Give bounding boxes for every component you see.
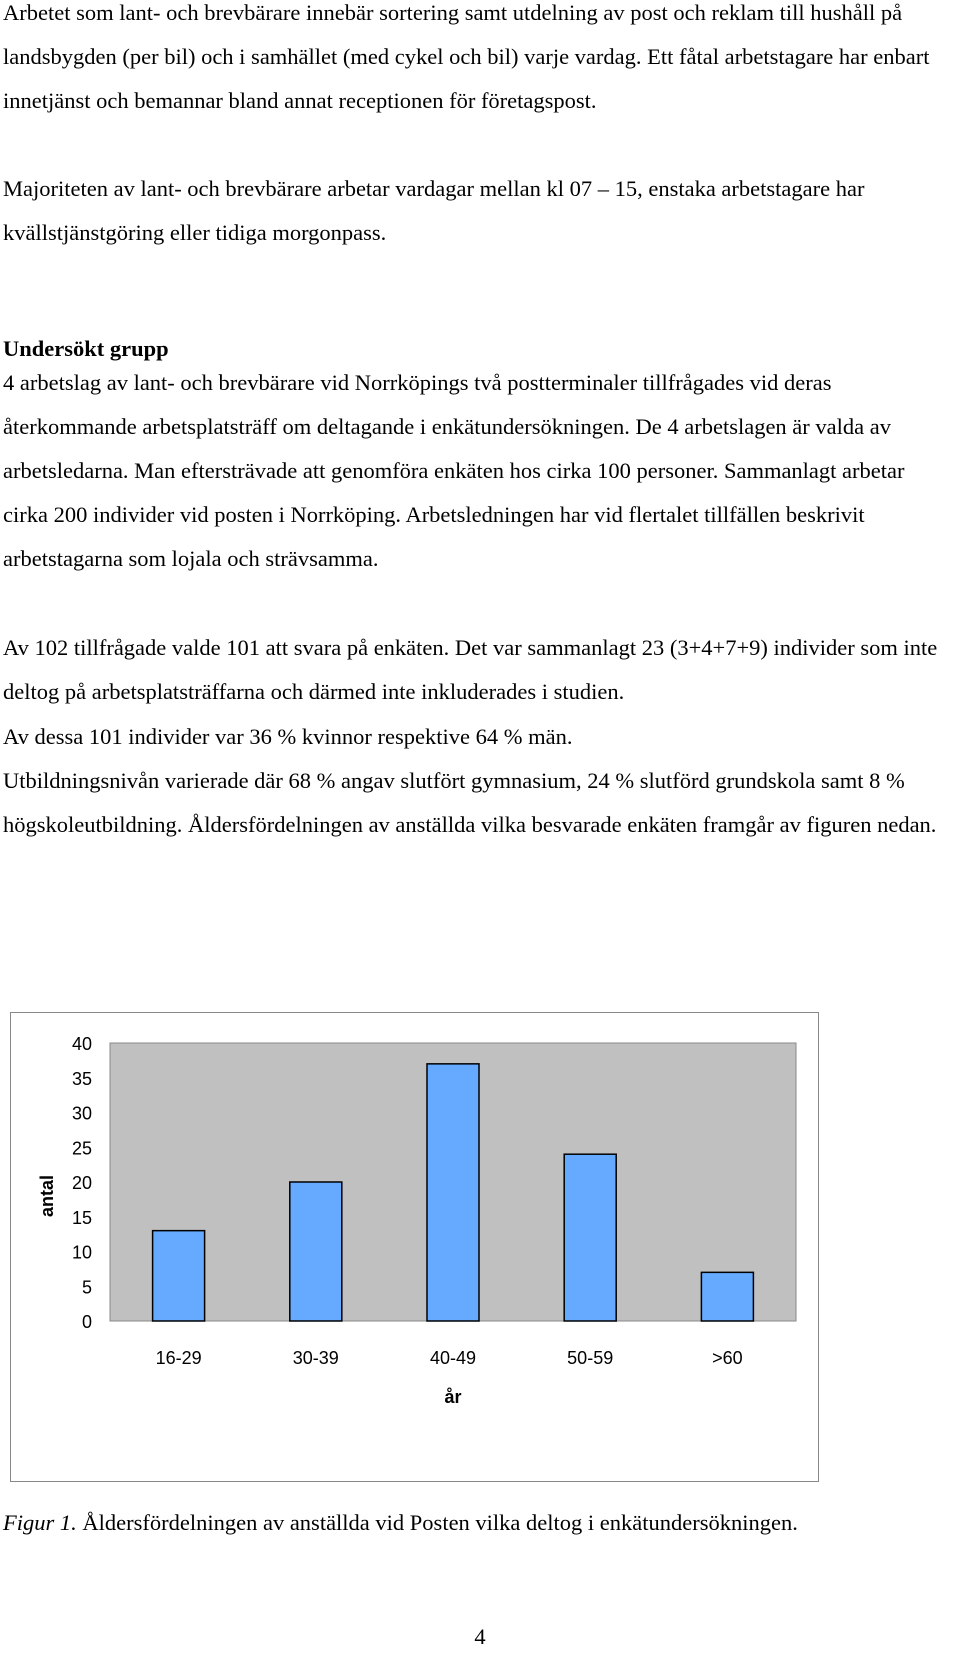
bar-chart-frame <box>10 1012 819 1482</box>
bar <box>290 1182 342 1321</box>
figure-caption-text: Åldersfördelningen av anställda vid Posten vilka deltog i enkätundersökningen. <box>76 1510 798 1535</box>
x-tick-label: 40-49 <box>429 1348 477 1368</box>
y-tick-label: 25 <box>71 1138 92 1159</box>
paragraph-working-hours: Majoriteten av lant- och brevbärare arbetar vardagar mellan kl 07 – 15, enstaka arbetstagare har kvällstjänstgöring eller tidiga morgonpass. <box>3 176 865 245</box>
x-tick-label: 30-39 <box>292 1348 339 1368</box>
y-tick-label: 10 <box>71 1242 92 1263</box>
y-tick-label: 15 <box>71 1207 92 1228</box>
bar <box>701 1272 753 1321</box>
bar <box>564 1154 616 1321</box>
bar-chart <box>11 1013 820 1483</box>
y-tick-label: 30 <box>71 1103 92 1124</box>
section-heading: Undersökt grupp <box>3 336 169 361</box>
page-number: 4 <box>474 1624 486 1649</box>
paragraph-education: Utbildningsnivån varierade där 68 % angav slutfört gymnasium, 24 % slutförd grundskola samt 8 % högskoleutbildning. Åldersfördelningen av anställda vilka besvarade enkäten framgår av figuren nedan. <box>3 768 937 837</box>
y-tick-label: 20 <box>71 1173 92 1193</box>
figure-caption <box>3 1501 903 1545</box>
x-tick-label: 50-59 <box>567 1348 614 1368</box>
figure-label: Figur 1. <box>3 1510 77 1535</box>
y-tick-label: 40 <box>71 1034 92 1054</box>
x-tick-label: >60 <box>712 1348 743 1368</box>
paragraph-work-description: Arbetet som lant- och brevbärare innebär sortering samt utdelning av post och reklam till hushåll på landsbygden (per bil) och i samhället (med cykel och bil) varje vardag. Ett fåtal arbetstagare har enbart innetjänst och bemannar bland annat receptionen för företagspost. <box>3 0 930 113</box>
x-tick-label: 16-29 <box>155 1348 202 1368</box>
paragraph-response-rate: Av 102 tillfrågade valde 101 att svara på enkäten. Det var sammanlagt 23 (3+4+7+9) individer som inte deltog på arbetsplatsträffarna och därmed inte inkluderades i studien. <box>3 635 938 704</box>
bar <box>427 1064 479 1321</box>
paragraph-study-group: 4 arbetslag av lant- och brevbärare vid Norrköpings två postterminaler tillfrågades vid deras återkommande arbetsplatsträff om deltagande i enkätundersökningen. De 4 arbetslagen är valda av arbetsledarna. Man eftersträvade att genomföra enkäten hos cirka 100 personer. Sammanlagt arbetar cirka 200 individer vid posten i Norrköping. Arbetsledningen har vid flertalet tillfällen beskrivit arbetstagarna som lojala och strävsamma. <box>3 370 905 571</box>
y-tick-label: 0 <box>81 1312 92 1332</box>
y-axis-label: antal <box>37 1174 57 1218</box>
bar <box>153 1231 205 1321</box>
x-axis-label: år <box>444 1387 462 1407</box>
paragraph-gender-split: Av dessa 101 individer var 36 % kvinnor respektive 64 % män. <box>3 724 573 749</box>
y-tick-label: 35 <box>71 1068 92 1089</box>
y-tick-label: 5 <box>81 1277 92 1298</box>
